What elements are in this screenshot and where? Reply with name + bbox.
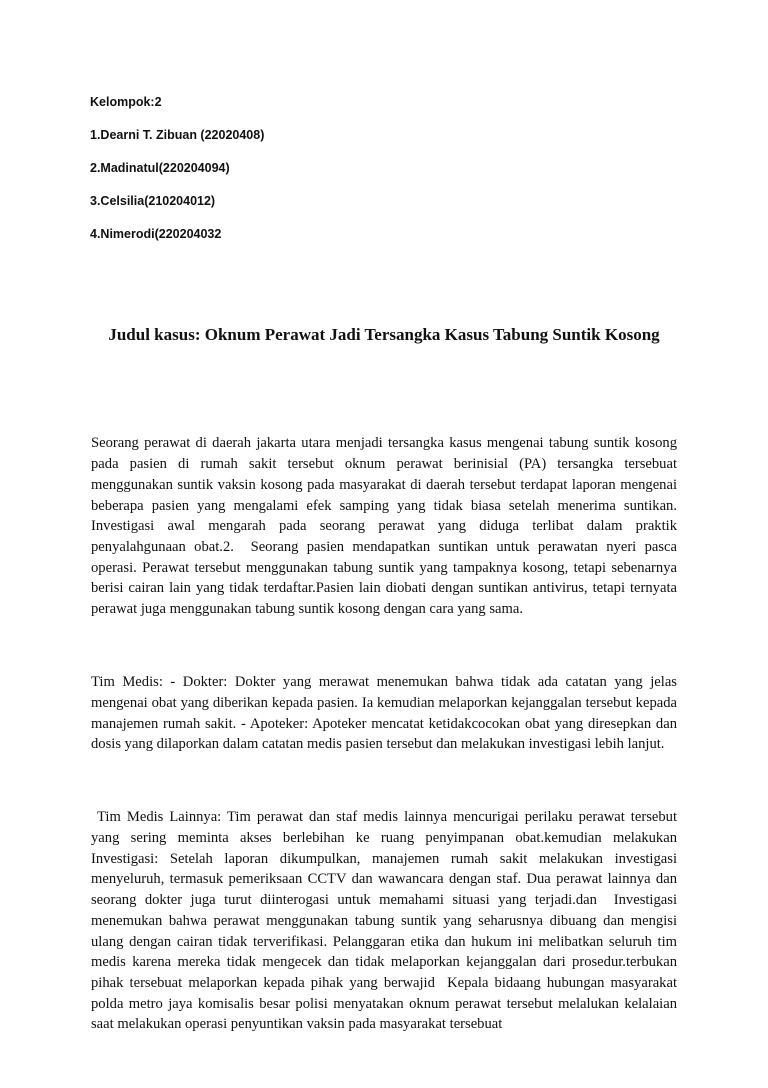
group-member: 2.Madinatul(220204094): [90, 161, 230, 175]
document-body: [91, 392, 681, 1088]
group-info: [90, 94, 264, 259]
case-title: Judul kasus: Oknum Perawat Jadi Tersangka Kasus Tabung Suntik Kosong: [108, 325, 660, 344]
body-paragraph: Seorang perawat di daerah jakarta utara menjadi tersangka kasus mengenai tabung suntik kosong pada pasien di rumah sakit tersebut oknum perawat berinisial (PA) tersangka tersebuat menggunakan suntik vaksin kosong pada masyarakat di daerah tersebut terdapat laporan mengenai beberapa pasien yang mengalami efek samping yang tidak biasa setelah menerima suntikan. Investigasi awal mengarah pada seorang perawat yang diduga terlibat dalam praktik penyalahgunaan obat.2. Seorang pasien mendapatkan suntikan untuk perawatan nyeri pasca operasi. Perawat tersebut menggunakan tabung suntik yang tampaknya kosong, tetapi sebenarnya berisi cairan lain yang tidak terdaftar.Pasien lain diobati dengan suntikan antivirus, tetapi ternyata perawat juga menggunakan tabung suntik kosong dengan cara yang sama.: [91, 435, 681, 618]
body-paragraph: Tim Medis Lainnya: Tim perawat dan staf medis lainnya mencurigai perilaku perawat tersebut yang sering meminta akses berlebihan ke ruang penyimpanan obat.kemudian melakukan Investigasi: Setelah laporan dikumpulkan, manajemen rumah sakit melakukan investigasi menyeluruh, termasuk pemeriksaan CCTV dan wawancara dengan staf. Dua perawat lainnya dan seorang dokter juga turut diinterogasi untuk memahami situasi yang terjadi.dan Investigasi menemukan bahwa perawat menggunakan tabung suntik yang seharusnya dibuang dan mengisi ulang dengan cairan tidak terverifikasi. Pelanggaran etika dan hukum ini melibatkan seluruh tim medis karena mereka tidak mengecek dan tidak melaporkan kejanggalan dari prosedur.terbukan pihak tersebuat melaporkan kepada pihak yang berwajid Kepala bidaang hubungan masyarakat polda metro jaya komisalis besar polisi menyatakan oknum perawat tersebut melalukan kelalaian saat melakukan operasi penyuntikan vaksin pada masyarakat tersebuat: [91, 809, 681, 1033]
group-member: 3.Celsilia(210204012): [90, 194, 216, 208]
group-member: 1.Dearni T. Zibuan (22020408): [90, 128, 265, 142]
body-paragraph: Tim Medis: - Dokter: Dokter yang merawat menemukan bahwa tidak ada catatan yang jelas mengenai obat yang diberikan kepada pasien. Ia kemudian melaporkan kejanggalan tersebut kepada manajemen rumah sakit. - Apoteker: Apoteker mencatat ketidakcocokan obat yang diresepkan dan dosis yang dilaporkan dalam catatan medis pasien tersebut dan melakukan investigasi lebih lanjut.: [91, 674, 681, 753]
group-member: 4.Nimerodi(220204032: [90, 227, 222, 241]
group-label: Kelompok:2: [90, 95, 162, 109]
